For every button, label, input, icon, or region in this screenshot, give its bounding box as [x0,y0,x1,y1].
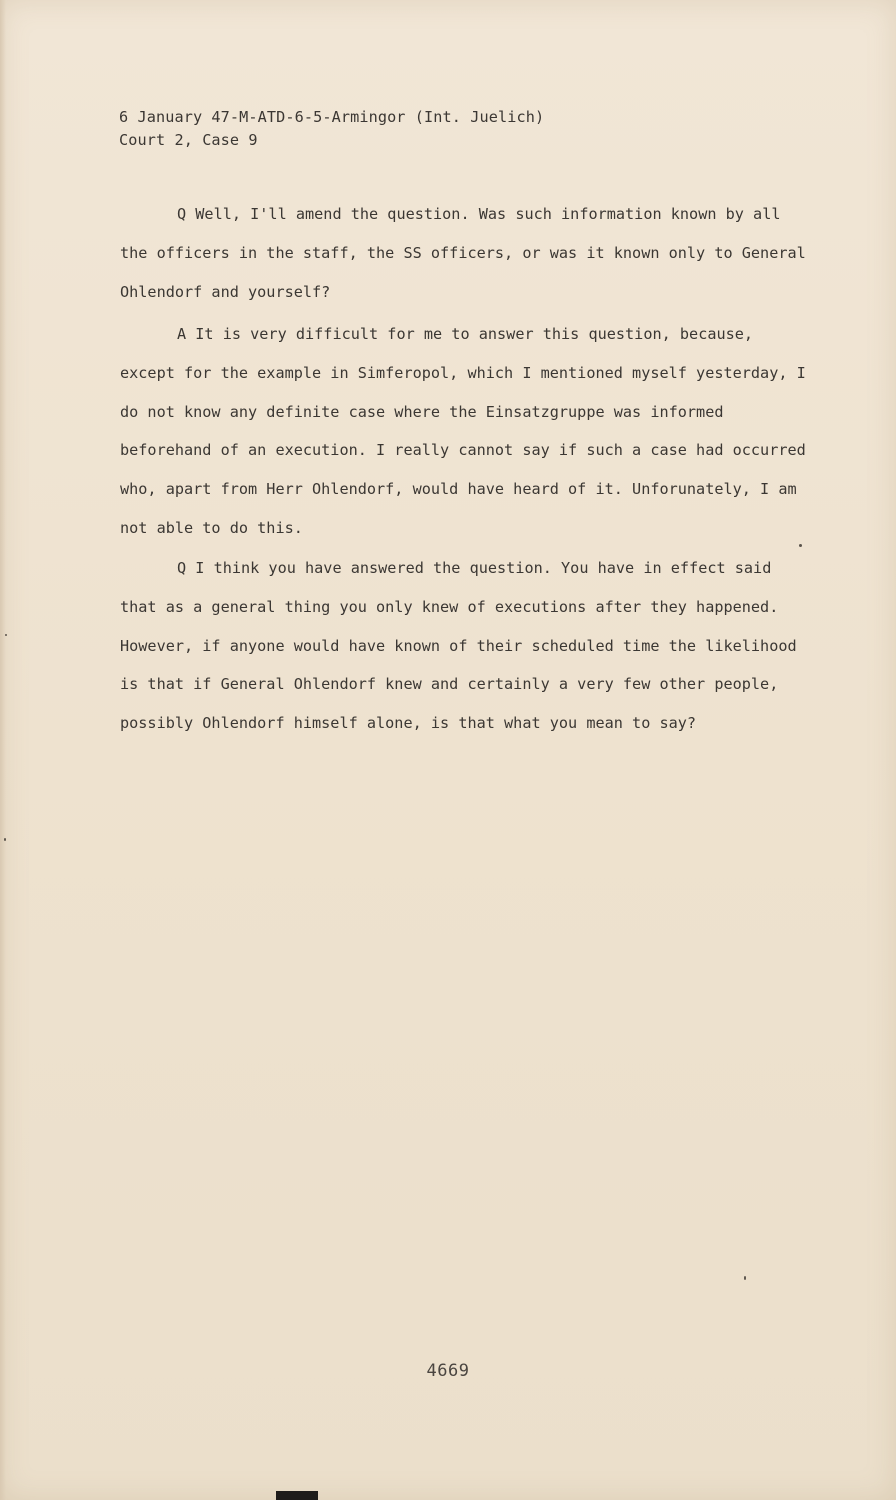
paragraph-question-2: Q I think you have answered the question. You have in effect said that as a general thing you only knew of executions after they happened. However, if anyone would have known of their scheduled time the likelihood is that if General Ohlendorf knew and certainly a very few other people, possibly Ohlendorf himself alone, is that what you mean to say? [120,559,797,733]
page-edge-shadow [0,0,6,1500]
paragraph-answer-1: A It is very difficult for me to answer this question, because, except for the example in Simferopol, which I mentioned myself yesterday, I do not know any definite case where the Einsatzgruppe was informed beforehand of an execution. I really cannot say if such a case had occurred who, apart from Herr Ohlendorf, would have heard of it. Unforunately, I am not able to do this. [120,325,806,537]
binding-tab [276,1491,318,1500]
page-number: 4669 [426,1361,470,1381]
header-reference: 6 January 47-M-ATD-6-5-Armingor (Int. Juelich) [119,108,545,126]
paper-speck [799,544,802,547]
paragraph-question-1: Q Well, I'll amend the question. Was such information known by all the officers in the staff, the SS officers, or was it known only to General Ohlendorf and yourself? [120,205,806,301]
paper-speck [5,634,7,636]
paper-speck [4,838,6,841]
header-court: Court 2, Case 9 [119,131,258,149]
paper-speck [744,1276,746,1280]
